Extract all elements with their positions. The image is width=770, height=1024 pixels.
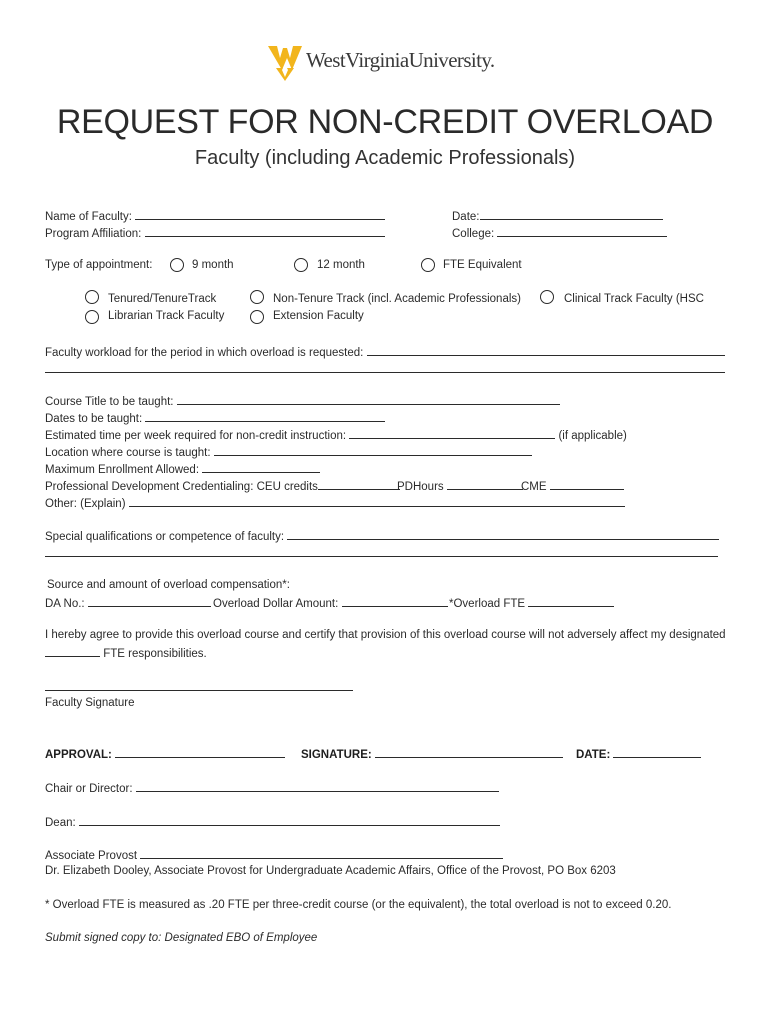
radio-extension-label: Extension Faculty	[273, 310, 364, 322]
university-wordmark: WestVirginiaUniversity.	[306, 48, 495, 72]
other-explain-field[interactable]	[45, 496, 625, 510]
dates-taught-field[interactable]	[45, 411, 385, 425]
college-field[interactable]	[452, 226, 667, 240]
signature-label: SIGNATURE:	[301, 749, 372, 761]
fte-responsibilities-label: FTE responsibilities.	[103, 648, 207, 660]
ceu-credits-label: Professional Development Credentialing: CEU credits	[45, 481, 318, 493]
qualifications-line-2[interactable]	[45, 556, 718, 557]
da-number-field[interactable]	[45, 596, 211, 610]
pdhours-label: PDHours	[397, 481, 444, 493]
pdhours-field[interactable]	[397, 479, 523, 493]
signature-field[interactable]	[301, 747, 563, 761]
da-number-label: DA No.:	[45, 598, 85, 610]
associate-provost-label: Associate Provost	[45, 850, 138, 862]
overload-amount-label: Overload Dollar Amount:	[213, 598, 339, 610]
overload-amount-field[interactable]	[213, 596, 448, 610]
approval-label: APPROVAL:	[45, 749, 112, 761]
qualifications-label: Special qualifications or competence of faculty:	[45, 531, 285, 543]
radio-librarian-label: Librarian Track Faculty	[108, 310, 225, 322]
dean-field[interactable]	[45, 815, 500, 829]
overload-fte-label: *Overload FTE	[449, 598, 526, 610]
submit-instructions: Submit signed copy to: Designated EBO of Employee	[45, 932, 318, 944]
faculty-signature-label: Faculty Signature	[45, 697, 135, 709]
location-field[interactable]	[45, 445, 532, 459]
college-label: College:	[452, 228, 495, 240]
estimated-time-suffix: (if applicable)	[558, 430, 627, 442]
radio-tenured[interactable]	[85, 290, 99, 304]
radio-non-tenure[interactable]	[250, 290, 264, 304]
radio-tenured-label: Tenured/TenureTrack	[108, 293, 217, 305]
dates-taught-label: Dates to be taught:	[45, 413, 143, 425]
fte-responsibilities-field[interactable]	[45, 646, 207, 660]
radio-non-tenure-label: Non-Tenure Track (incl. Academic Professionals)	[273, 293, 521, 305]
name-of-faculty-field[interactable]	[45, 209, 385, 223]
radio-fte-equivalent[interactable]	[421, 258, 435, 272]
cme-label: CME	[521, 481, 547, 493]
estimated-time-label: Estimated time per week required for non-credit instruction:	[45, 430, 347, 442]
other-explain-label: Other: (Explain)	[45, 498, 126, 510]
program-affiliation-label: Program Affiliation:	[45, 228, 142, 240]
estimated-time-field[interactable]	[45, 428, 627, 442]
workload-line-2[interactable]	[45, 372, 725, 373]
date-field[interactable]	[452, 209, 663, 223]
program-affiliation-field[interactable]	[45, 226, 385, 240]
overload-fte-field[interactable]	[449, 596, 614, 610]
course-title-label: Course Title to be taught:	[45, 396, 174, 408]
radio-12-month[interactable]	[294, 258, 308, 272]
qualifications-field[interactable]	[45, 529, 719, 543]
approval-date-label: DATE:	[576, 749, 611, 761]
radio-12-month-label: 12 month	[317, 259, 365, 271]
page-title: REQUEST FOR NON-CREDIT OVERLOAD	[56, 103, 714, 141]
workload-label: Faculty workload for the period in which overload is requested:	[45, 347, 364, 359]
appointment-type-label: Type of appointment:	[45, 259, 153, 271]
name-of-faculty-label: Name of Faculty:	[45, 211, 132, 223]
radio-clinical[interactable]	[540, 290, 554, 304]
chair-director-field[interactable]	[45, 781, 499, 795]
radio-clinical-label: Clinical Track Faculty (HSC	[564, 293, 704, 305]
radio-extension[interactable]	[250, 310, 264, 324]
cme-field[interactable]	[521, 479, 624, 493]
dean-label: Dean:	[45, 817, 76, 829]
radio-9-month[interactable]	[170, 258, 184, 272]
associate-provost-field[interactable]	[45, 848, 503, 862]
page-subtitle: Faculty (including Academic Professionals)	[194, 147, 576, 169]
wvu-logo-icon	[268, 44, 306, 82]
radio-fte-equivalent-label: FTE Equivalent	[443, 259, 522, 271]
course-title-field[interactable]	[45, 394, 560, 408]
ceu-credits-field[interactable]	[45, 479, 400, 493]
chair-director-label: Chair or Director:	[45, 783, 133, 795]
agreement-text: I hereby agree to provide this overload course and certify that provision of this overload course will not adversely affect my designated	[45, 629, 726, 641]
radio-librarian[interactable]	[85, 310, 99, 324]
footnote: * Overload FTE is measured as .20 FTE per three-credit course (or the equivalent), the total overload is not to exceed 0.20.	[45, 899, 672, 911]
radio-9-month-label: 9 month	[192, 259, 234, 271]
enrollment-label: Maximum Enrollment Allowed:	[45, 464, 200, 476]
approval-date-field[interactable]	[576, 747, 701, 761]
location-label: Location where course is taught:	[45, 447, 211, 459]
faculty-signature-line[interactable]	[45, 690, 353, 691]
workload-field[interactable]	[45, 345, 725, 359]
date-label: Date:	[452, 211, 480, 223]
compensation-heading: Source and amount of overload compensation*:	[47, 579, 290, 591]
approval-field[interactable]	[45, 747, 285, 761]
enrollment-field[interactable]	[45, 462, 320, 476]
provost-detail: Dr. Elizabeth Dooley, Associate Provost for Undergraduate Academic Affairs, Office of the Provost, PO Box 6203	[45, 865, 616, 877]
